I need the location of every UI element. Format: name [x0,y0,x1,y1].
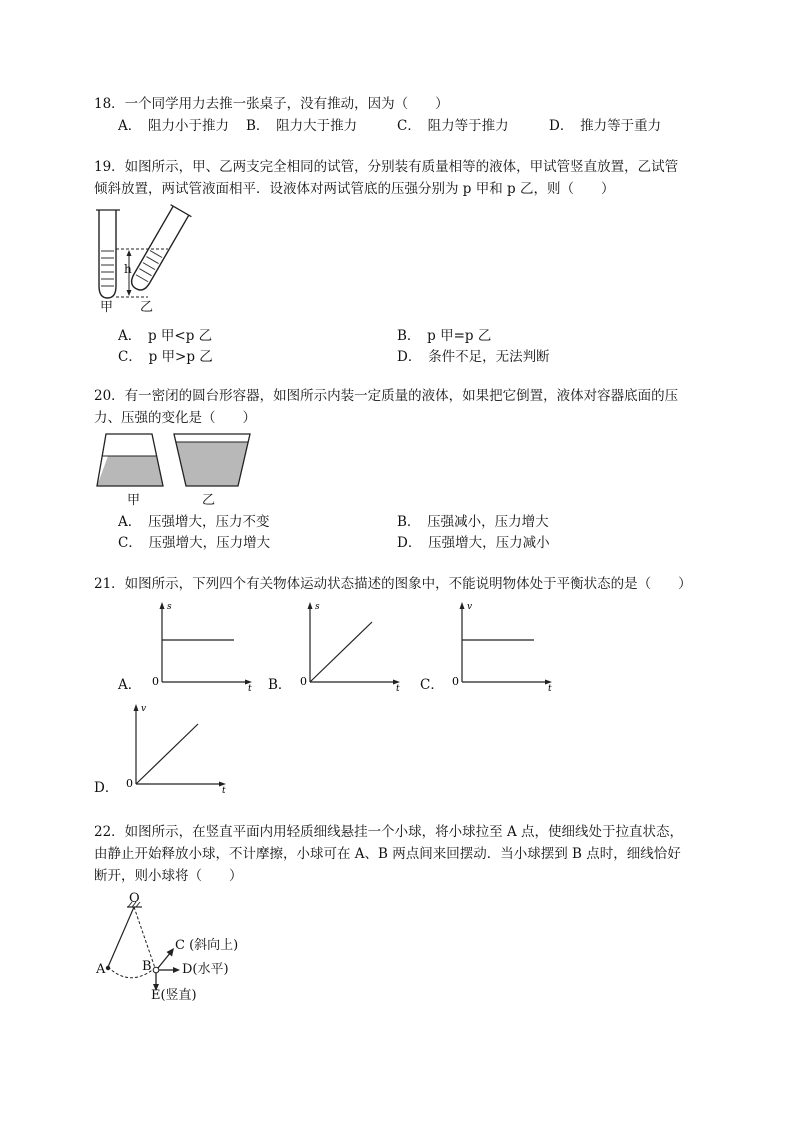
q21-option-c: C． [420,677,444,693]
label-yi-20: 乙 [202,493,216,508]
graph-a [150,600,260,692]
graph-b [298,600,408,692]
q20-option-a: A． 压强增大，压力不变 [118,514,270,530]
q19-stem-line2: 倾斜放置，两试管液面相平．设液体对两试管底的压强分别为 p 甲和 p 乙，则（ ） [94,181,615,197]
q20-option-c: C． 压强增大，压力增大 [118,535,271,551]
string-to-a [108,907,134,967]
label-jia-19: 甲 [100,300,114,315]
q18-option-a: A． 阻力小于推力 [118,118,229,134]
height-label: h [124,262,132,276]
graph-d-ylabel: v [141,704,147,714]
label-a: A [96,962,106,977]
label-c: C (斜向上) [175,938,239,953]
test-tube-figure [90,206,200,306]
q18-stem: 18．一个同学用力去推一张桌子，没有推动，因为（ ） [94,96,449,112]
q21-option-b: B． [268,677,292,693]
graph-a-xlabel: t [248,684,252,694]
label-yi-19: 乙 [140,300,154,315]
label-b: B [142,959,152,974]
q19-option-d: D． 条件不足，无法判断 [397,349,550,365]
q20-stem-line2: 力、压强的变化是（ ） [94,410,256,426]
graph-c-xlabel: t [548,684,552,694]
arrow-c [158,952,171,968]
graph-c [450,600,560,692]
q18-option-b: B． 阻力大于推力 [246,118,358,134]
q21-stem: 21．如图所示，下列四个有关物体运动状态描述的图象中，不能说明物体处于平衡状态的是（ ） [94,576,692,592]
q21-option-d: D． [94,780,119,796]
graph-a-origin: 0 [152,675,159,688]
ball-a [106,966,110,970]
q22-stem-line3: 断开，则小球将（ ） [94,868,243,884]
graph-b-origin: 0 [300,675,307,688]
q19-stem-line1: 19．如图所示，甲、乙两支完全相同的试管，分别装有质量相等的液体，甲试管竖直放置，乙试管 [94,159,679,175]
container-jia [97,434,163,486]
q19-option-b: B． p 甲=p 乙 [397,328,492,344]
label-d: D(水平) [182,962,229,977]
q18-option-c: C． 阻力等于推力 [397,118,509,134]
tube-jia [96,210,120,298]
container-yi [174,434,250,486]
graph-b-line [310,622,372,682]
label-e: E(竖直) [151,988,197,1003]
q19-option-a: A． p 甲<p 乙 [118,328,213,344]
ball-b [153,967,159,973]
q19-option-c: C． p 甲>p 乙 [118,349,213,365]
graph-d [124,702,234,794]
q20-option-b: B． 压强减小，压力增大 [397,514,549,530]
graph-d-origin: 0 [126,777,133,790]
graph-d-xlabel: t [222,786,226,796]
graph-d-line [136,724,198,784]
graph-b-ylabel: s [315,602,320,612]
q22-stem-line1: 22．如图所示，在竖直平面内用轻质细线悬挂一个小球，将小球拉至 A 点，使细线处于拉直状态， [94,824,684,840]
tube-yi [126,205,192,295]
graph-b-xlabel: t [396,684,400,694]
label-o: O [129,891,140,906]
q22-stem-line2: 由静止开始释放小球，不计摩擦，小球可在 A、B 两点间来回摆动．当小球摆到 B 点时，细线恰好 [94,846,681,862]
q21-option-a: A． [118,677,142,693]
q20-stem-line1: 20．有一密闭的圆台形容器，如图所示内装一定质量的液体，如果把它倒置，液体对容器底面的压 [94,388,679,404]
graph-c-ylabel: v [467,602,473,612]
label-jia-20: 甲 [127,493,141,508]
q20-option-d: D． 压强增大，压力减小 [397,535,550,551]
graph-a-ylabel: s [167,602,172,612]
graph-c-origin: 0 [452,675,459,688]
q18-option-d: D． 推力等于重力 [549,118,662,134]
frustum-container-figure [94,430,254,492]
